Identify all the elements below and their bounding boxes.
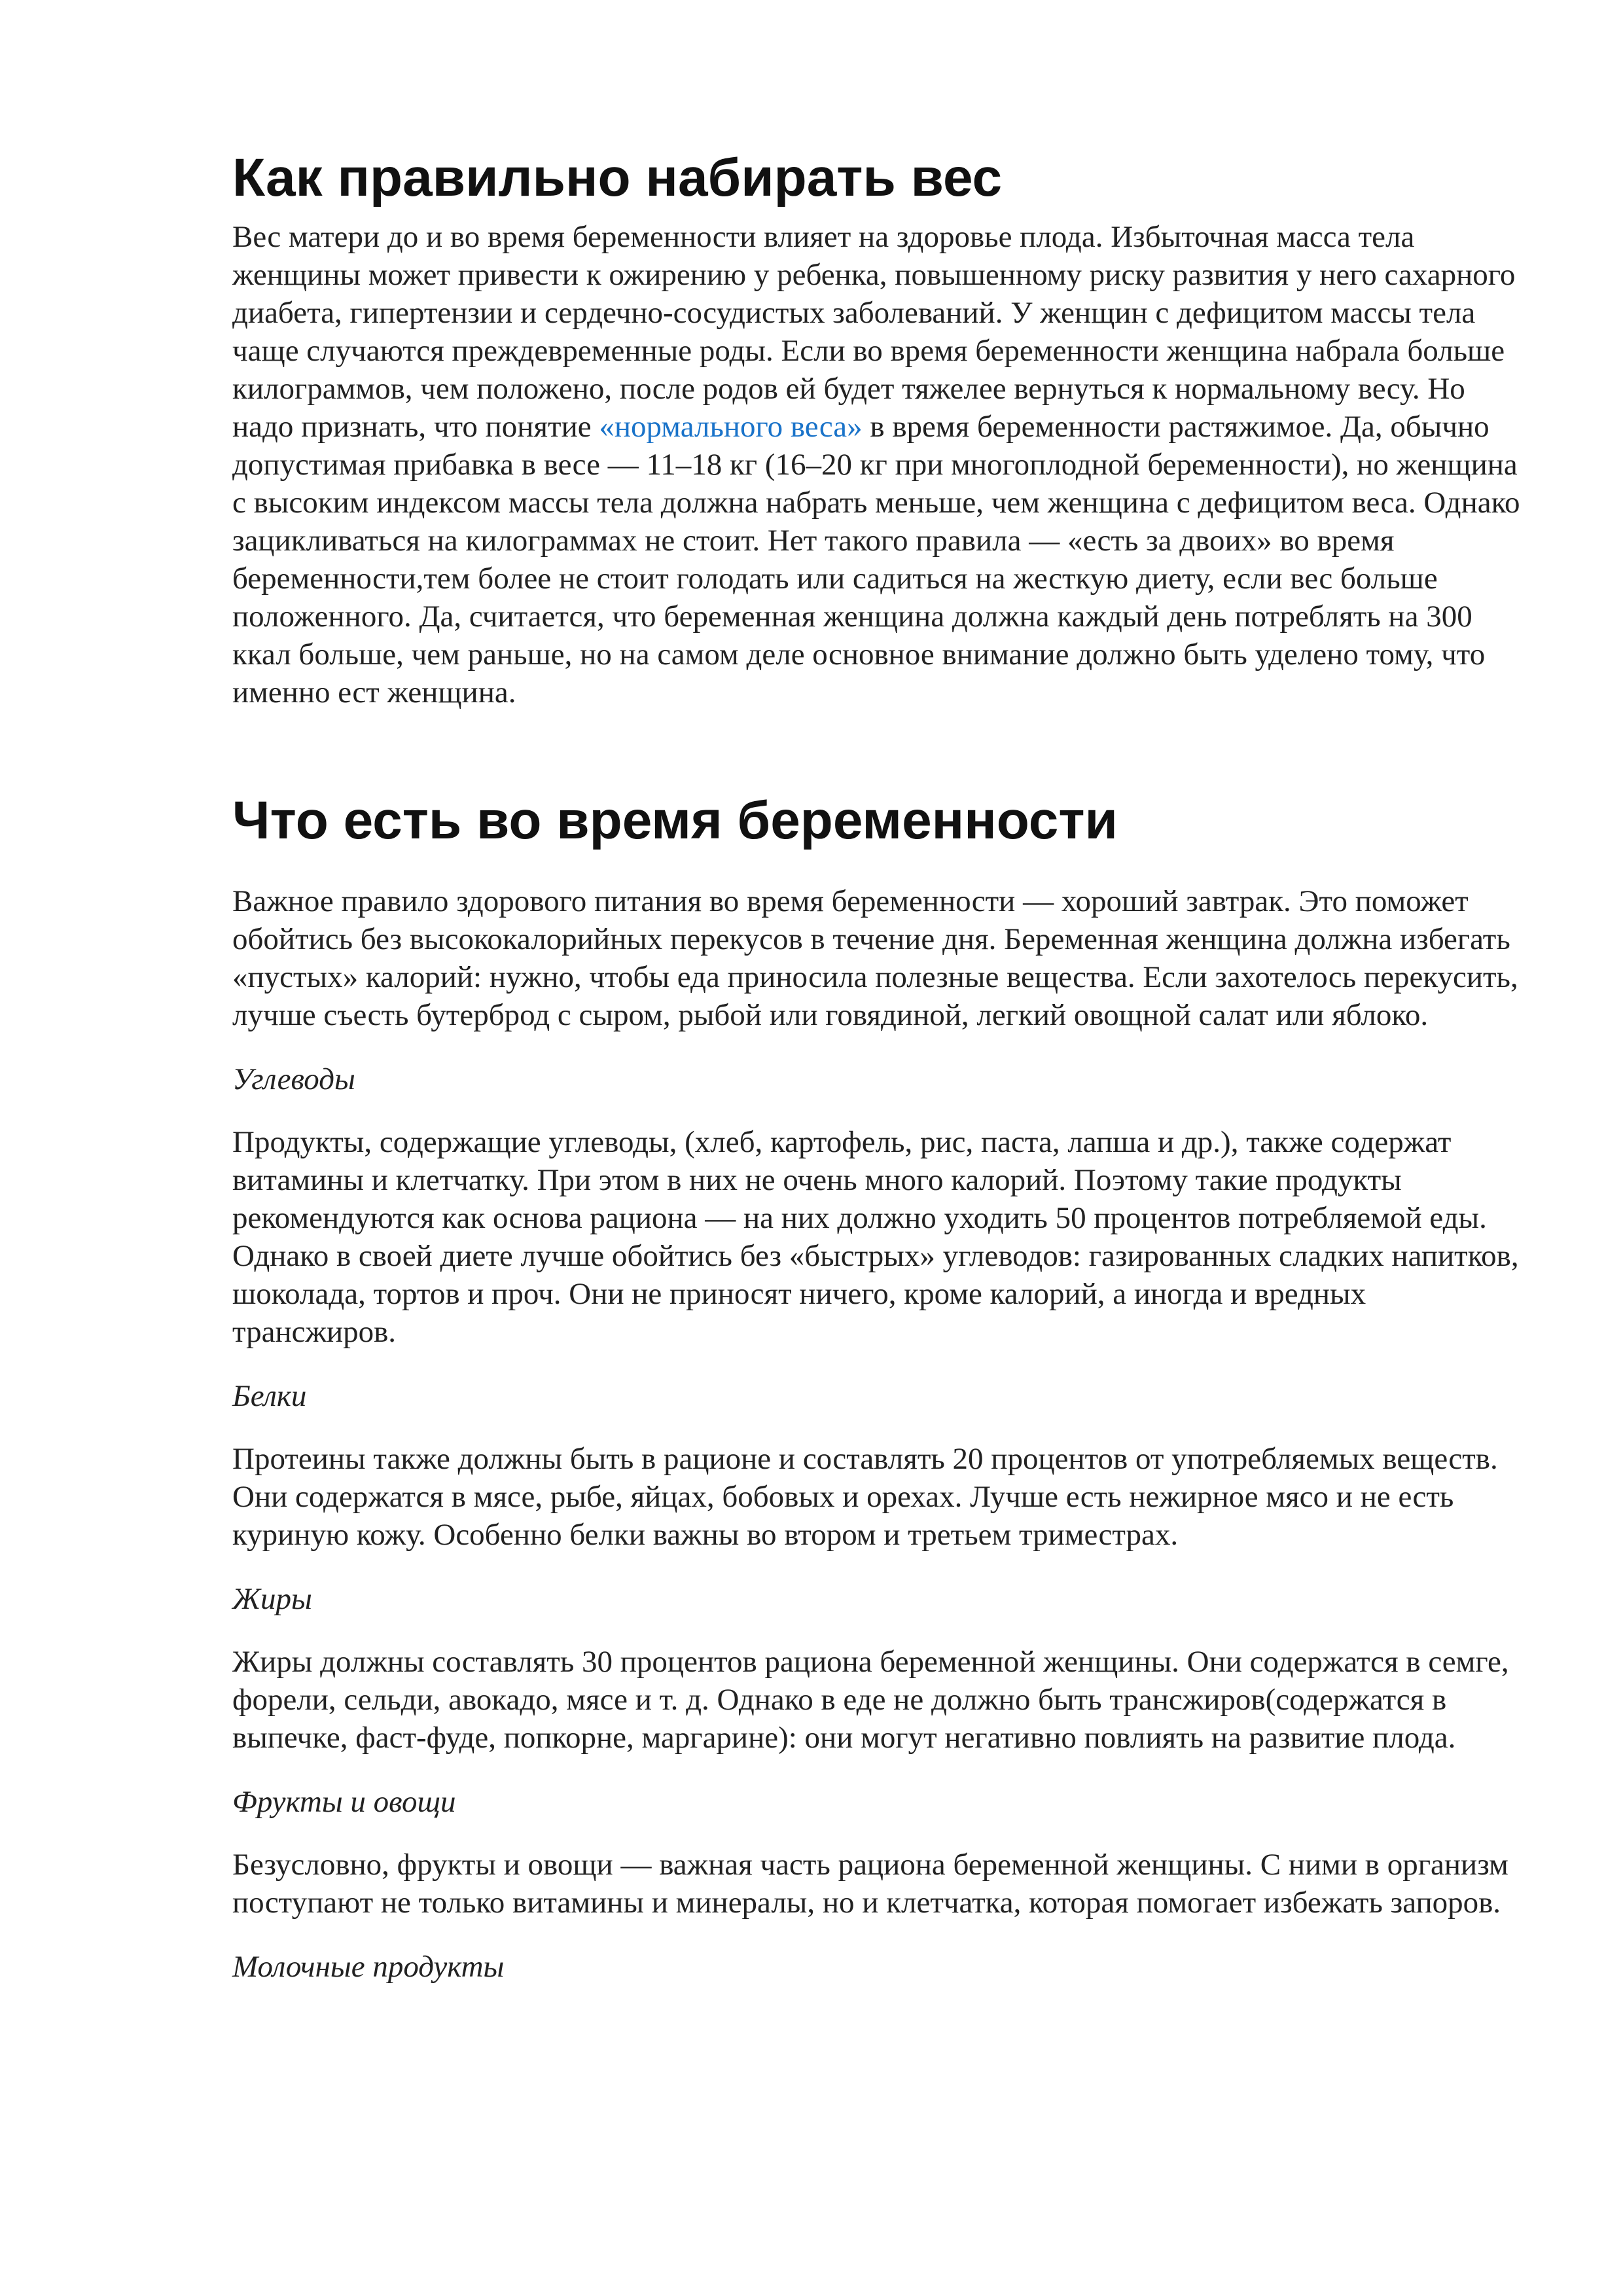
subheading-fruits: Фрукты и овощи	[232, 1784, 456, 1819]
paragraph-weight-gain	[232, 218, 1525, 711]
heading-weight-gain: Как правильно набирать вес	[232, 148, 1003, 207]
paragraph-breakfast: Важное правило здорового питания во время беременности — хороший завтрак. Это поможет обойтись без высококалорийных перекусов в течение дня. Беременная женщина должна избегать «пустых» калорий: нужно, чтобы еда приносила полезные вещества. Если захотелось перекусить, лучше съесть бутерброд с сыром, рыбой или говядиной, легкий овощной салат или яблоко.	[232, 884, 1518, 1032]
subheading-carbs: Углеводы	[232, 1062, 355, 1096]
paragraph-fats: Жиры должны составлять 30 процентов рациона беременной женщины. Они содержатся в семге, форели, сельди, авокадо, мясе и т. д. Однако в еде не должно быть трансжиров(содержатся в выпечке, фаст-фуде, попкорне, маргарине): они могут негативно повлиять на развитие плода.	[232, 1644, 1509, 1755]
document-page	[232, 147, 1525, 2011]
subheading-dairy: Молочные продукты	[232, 1949, 505, 1984]
paragraph-weight-gain-part2: в время беременности растяжимое. Да, обычно допустимая прибавка в весе — 11–18 кг (16–20 кг при многоплодной беременности), но женщина с высоким индексом массы тела должна набрать меньше, чем женщина с дефицитом веса. Однако зацикливаться на килограммах не стоит. Нет такого правила — «есть за двоих» во время беременности,тем более не стоит голодать или садиться на жесткую диету, если вес больше положенного. Да, считается, что беременная женщина должна каждый день потреблять на 300 ккал больше, чем раньше, но на самом деле основное внимание должно быть уделено тому, что именно ест женщина.	[232, 410, 1520, 710]
paragraph-fruits: Безусловно, фрукты и овощи — важная часть рациона беременной женщины. С ними в организм поступают не только витамины и минералы, но и клетчатка, которая помогает избежать запоров.	[232, 1847, 1508, 1920]
paragraph-protein: Протеины также должны быть в рационе и составлять 20 процентов от употребляемых веществ. Они содержатся в мясе, рыбе, яйцах, бобовых и орехах. Лучше есть нежирное мясо и не есть куриную кожу. Особенно белки важны во втором и третьем триместрах.	[232, 1441, 1498, 1552]
subheading-protein: Белки	[232, 1378, 307, 1413]
paragraph-weight-gain-part1: Вес матери до и во время беременности влияет на здоровье плода. Избыточная масса тела женщины может привести к ожирению у ребенка, повышенному риску развития у него сахарного диабета, гипертензии и сердечно-сосудистых заболеваний. У женщин с дефицитом массы тела чаще случаются преждевременные роды. Если во время беременности женщина набрала больше килограммов, чем положено, после родов ей будет тяжелее вернуться к нормальному весу. Но надо признать, что понятие	[232, 220, 1516, 444]
paragraph-carbs: Продукты, содержащие углеводы, (хлеб, картофель, рис, паста, лапша и др.), также содержат витамины и клетчатку. При этом в них не очень много калорий. Поэтому такие продукты рекомендуются как основа рациона — на них должно уходить 50 процентов потребляемой еды. Однако в своей диете лучше обойтись без «быстрых» углеводов: газированных сладких напитков, шоколада, тортов и проч. Они не приносят ничего, кроме калорий, а иногда и вредных трансжиров.	[232, 1124, 1519, 1349]
normal-weight-link[interactable]: «нормального веса»	[599, 410, 863, 444]
heading-what-to-eat: Что есть во время беременности	[232, 791, 1118, 851]
subheading-fats: Жиры	[232, 1581, 312, 1616]
